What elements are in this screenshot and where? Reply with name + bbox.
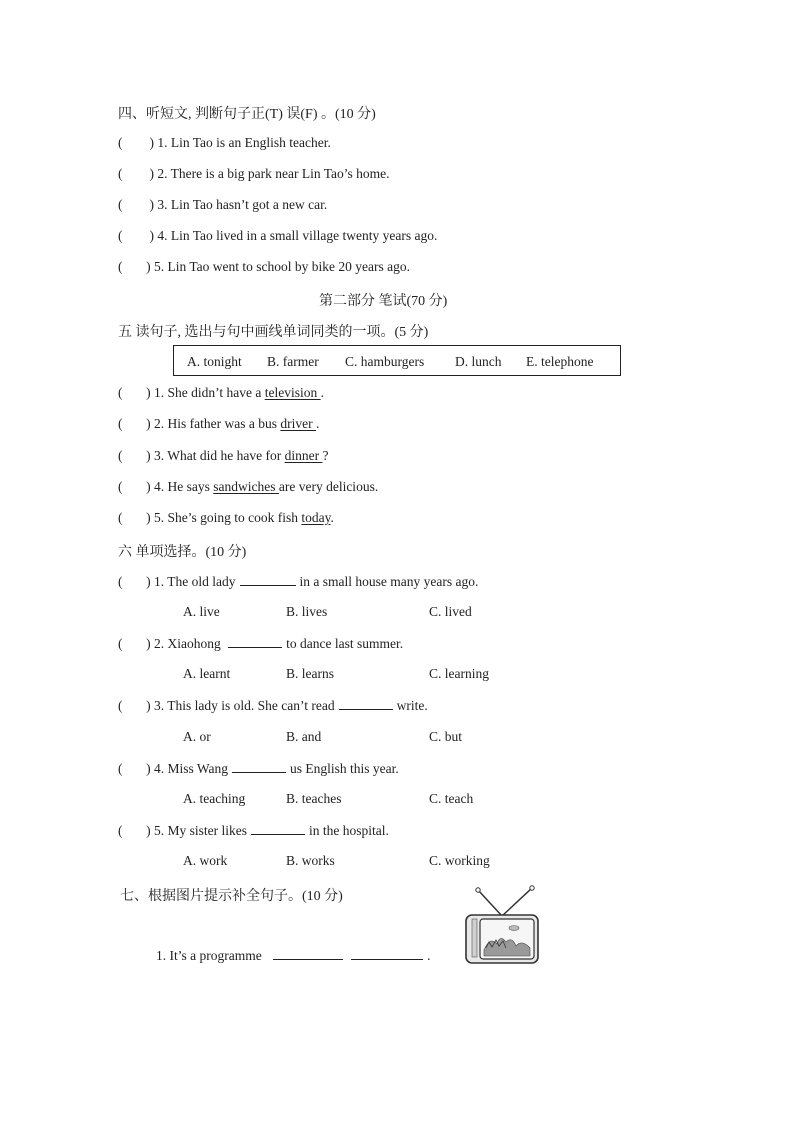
classify-item-4 (118, 479, 378, 495)
question-text: 1. The old lady (154, 574, 236, 589)
answer-paren[interactable]: ( ) (118, 510, 151, 525)
item-punct: . (320, 385, 324, 400)
classify-item-2 (118, 416, 319, 432)
section-5-title: 五 读句子, 选出与句中画线单词同类的一项。(5 分) (118, 325, 429, 340)
answer-paren[interactable]: ( ) (118, 385, 151, 400)
blank-line[interactable] (251, 822, 305, 835)
answer-paren[interactable]: ( ) (118, 698, 151, 713)
item-text: 4. He says (154, 479, 214, 494)
item-text: 5. Lin Tao went to school by bike 20 years ago. (154, 259, 411, 274)
blank-line[interactable] (228, 635, 282, 648)
option-d: D. lunch (455, 354, 502, 369)
classify-item-5 (118, 510, 334, 526)
answer-paren[interactable]: ( ) (118, 259, 151, 274)
item-text: 2. His father was a bus (154, 416, 281, 431)
section-6-title: 六 单项选择。(10 分) (118, 545, 247, 560)
underlined-word: sandwiches (213, 479, 279, 494)
answer-paren[interactable]: ( ) (118, 636, 151, 651)
question-text: 2. Xiaohong (154, 636, 225, 651)
choice-question-2 (118, 635, 403, 652)
item-punct: . (315, 416, 320, 431)
item-text: 5. She’s going to cook fish (154, 510, 302, 525)
choice-3c[interactable]: C. but (429, 729, 463, 744)
choice-1c[interactable]: C. lived (429, 604, 472, 619)
section-4-title: 四、听短文, 判断句子正(T) 误(F) 。(10 分) (118, 107, 376, 122)
blank-line[interactable] (232, 760, 286, 773)
option-a: A. tonight (187, 354, 242, 369)
sentence-text: 1. It’s a programme (156, 948, 262, 963)
choice-3a[interactable]: A. or (183, 729, 211, 744)
question-text: 5. My sister likes (154, 823, 247, 838)
choice-5a[interactable]: A. work (183, 853, 228, 868)
choice-1b[interactable]: B. lives (286, 604, 328, 619)
choice-5c[interactable]: C. working (429, 853, 490, 868)
answer-paren[interactable]: ( ) (118, 761, 151, 776)
blank-line[interactable] (339, 697, 393, 710)
underlined-word: television (264, 385, 321, 400)
option-b: B. farmer (267, 354, 319, 369)
answer-paren[interactable]: ( ) (118, 166, 154, 181)
choice-1a[interactable]: A. live (183, 604, 220, 619)
choice-question-1 (118, 573, 478, 590)
item-text: 1. Lin Tao is an English teacher. (157, 135, 331, 150)
answer-paren[interactable]: ( ) (118, 448, 151, 463)
item-text-tail: are very delicious. (278, 479, 379, 494)
item-punct: ? (322, 448, 329, 463)
judge-item-1 (118, 135, 331, 151)
item-text: 3. Lin Tao hasn’t got a new car. (157, 197, 328, 212)
choice-2a[interactable]: A. learnt (183, 666, 231, 681)
question-text-tail: us English this year. (290, 761, 399, 776)
section-7-title: 七、根据图片提示补全句子。(10 分) (120, 889, 343, 904)
answer-paren[interactable]: ( ) (118, 135, 154, 150)
answer-paren[interactable]: ( ) (118, 574, 151, 589)
item-punct: . (330, 510, 334, 525)
choice-2c[interactable]: C. learning (429, 666, 489, 681)
question-text-tail: in a small house many years ago. (299, 574, 479, 589)
item-text: 2. There is a big park near Lin Tao’s home. (157, 166, 390, 181)
question-text-tail: write. (396, 698, 428, 713)
judge-item-4 (118, 228, 437, 244)
answer-paren[interactable]: ( ) (118, 823, 151, 838)
classify-item-3 (118, 448, 328, 464)
answer-paren[interactable]: ( ) (118, 479, 151, 494)
choice-3b[interactable]: B. and (286, 729, 322, 744)
question-text: 3. This lady is old. She can’t read (154, 698, 335, 713)
choice-2b[interactable]: B. learns (286, 666, 334, 681)
question-text-tail: in the hospital. (309, 823, 389, 838)
picture-sentence-1 (156, 947, 430, 964)
choice-5b[interactable]: B. works (286, 853, 335, 868)
answer-paren[interactable]: ( ) (118, 416, 151, 431)
judge-item-5 (118, 259, 410, 275)
choice-4b[interactable]: B. teaches (286, 791, 342, 806)
choice-4c[interactable]: C. teach (429, 791, 474, 806)
item-text: 3. What did he have for (154, 448, 285, 463)
sentence-punct: . (427, 948, 431, 963)
classify-item-1 (118, 385, 324, 401)
underlined-word: dinner (284, 448, 323, 463)
answer-paren[interactable]: ( ) (118, 197, 154, 212)
blank-line[interactable] (240, 573, 296, 586)
question-text-tail: to dance last summer. (286, 636, 404, 651)
choice-question-3 (118, 697, 428, 714)
underlined-word: driver (280, 416, 316, 431)
judge-item-2 (118, 166, 390, 182)
option-c: C. hamburgers (345, 354, 425, 369)
item-text: 1. She didn’t have a (154, 385, 265, 400)
choice-question-4 (118, 760, 399, 777)
item-text: 4. Lin Tao lived in a small village twenty years ago. (157, 228, 438, 243)
choice-question-5 (118, 822, 389, 839)
judge-item-3 (118, 197, 327, 213)
underlined-word: today (301, 510, 331, 525)
part-2-title: 第二部分 笔试(70 分) (319, 294, 448, 309)
question-text: 4. Miss Wang (154, 761, 229, 776)
choice-4a[interactable]: A. teaching (183, 791, 246, 806)
blank-line-2[interactable] (351, 947, 423, 960)
answer-paren[interactable]: ( ) (118, 228, 154, 243)
option-e: E. telephone (526, 354, 594, 369)
television-icon (464, 884, 542, 964)
blank-line-1[interactable] (273, 947, 343, 960)
